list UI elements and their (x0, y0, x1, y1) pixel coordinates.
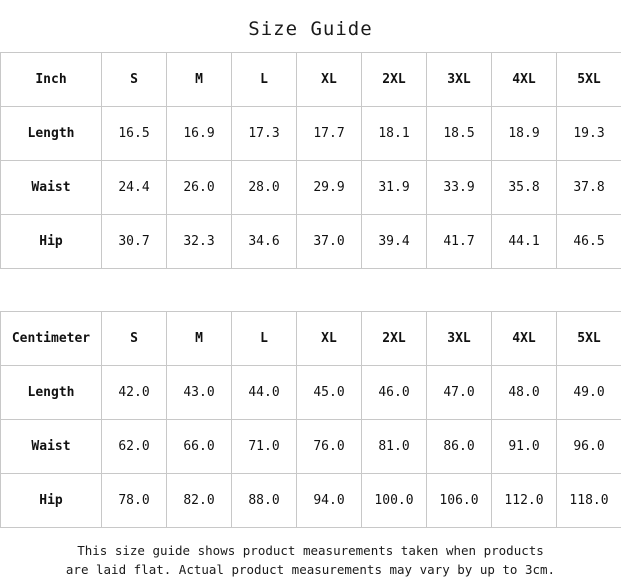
cell: 33.9 (427, 161, 492, 215)
table-row (1, 474, 621, 528)
column-header-5xl: 5XL (557, 53, 621, 107)
cell: 47.0 (427, 366, 492, 420)
column-header-s: S (102, 312, 167, 366)
column-header-3xl: 3XL (427, 53, 492, 107)
column-header-l: L (232, 312, 297, 366)
cell: 112.0 (492, 474, 557, 528)
row-label-length: Length (1, 107, 102, 161)
cell: 94.0 (297, 474, 362, 528)
cell: 18.9 (492, 107, 557, 161)
size-table-inch (0, 52, 621, 269)
footer-note-line-2: are laid flat. Actual product measurements may vary by up to 3cm. (65, 562, 556, 578)
table-row (1, 366, 621, 420)
cell: 19.3 (557, 107, 621, 161)
column-header-4xl: 4XL (492, 53, 557, 107)
cell: 30.7 (102, 215, 167, 269)
cell: 32.3 (167, 215, 232, 269)
column-header-4xl: 4XL (492, 312, 557, 366)
unit-header-inch: Inch (1, 53, 102, 107)
row-label-waist: Waist (1, 420, 102, 474)
column-header-s: S (102, 53, 167, 107)
table-header-row (1, 312, 621, 366)
cell: 91.0 (492, 420, 557, 474)
cell: 18.5 (427, 107, 492, 161)
table-row (1, 215, 621, 269)
column-header-xl: XL (297, 312, 362, 366)
unit-header-centimeter: Centimeter (1, 312, 102, 366)
cell: 42.0 (102, 366, 167, 420)
column-header-2xl: 2XL (362, 312, 427, 366)
cell: 48.0 (492, 366, 557, 420)
table-spacer (0, 269, 621, 311)
footer-note (0, 528, 621, 580)
column-header-3xl: 3XL (427, 312, 492, 366)
cell: 18.1 (362, 107, 427, 161)
column-header-2xl: 2XL (362, 53, 427, 107)
cell: 46.5 (557, 215, 621, 269)
cell: 24.4 (102, 161, 167, 215)
page-title: Size Guide (248, 18, 373, 40)
cell: 46.0 (362, 366, 427, 420)
cell: 16.9 (167, 107, 232, 161)
cell: 62.0 (102, 420, 167, 474)
cell: 76.0 (297, 420, 362, 474)
cell: 86.0 (427, 420, 492, 474)
cell: 118.0 (557, 474, 621, 528)
column-header-m: M (167, 312, 232, 366)
cell: 37.0 (297, 215, 362, 269)
column-header-5xl: 5XL (557, 312, 621, 366)
table-row (1, 161, 621, 215)
cell: 17.3 (232, 107, 297, 161)
cell: 96.0 (557, 420, 621, 474)
cell: 66.0 (167, 420, 232, 474)
cell: 100.0 (362, 474, 427, 528)
cell: 49.0 (557, 366, 621, 420)
column-header-xl: XL (297, 53, 362, 107)
cell: 81.0 (362, 420, 427, 474)
cell: 17.7 (297, 107, 362, 161)
cell: 16.5 (102, 107, 167, 161)
column-header-m: M (167, 53, 232, 107)
cell: 41.7 (427, 215, 492, 269)
cell: 43.0 (167, 366, 232, 420)
cell: 31.9 (362, 161, 427, 215)
row-label-hip: Hip (1, 474, 102, 528)
row-label-length: Length (1, 366, 102, 420)
footer-note-line-1: This size guide shows product measurements taken when products (77, 543, 544, 558)
row-label-waist: Waist (1, 161, 102, 215)
cell: 29.9 (297, 161, 362, 215)
row-label-hip: Hip (1, 215, 102, 269)
cell: 35.8 (492, 161, 557, 215)
cell: 44.1 (492, 215, 557, 269)
cell: 82.0 (167, 474, 232, 528)
cell: 26.0 (167, 161, 232, 215)
table-header-row (1, 53, 621, 107)
cell: 45.0 (297, 366, 362, 420)
cell: 106.0 (427, 474, 492, 528)
size-table-centimeter (0, 311, 621, 528)
cell: 28.0 (232, 161, 297, 215)
cell: 71.0 (232, 420, 297, 474)
cell: 78.0 (102, 474, 167, 528)
table-row (1, 420, 621, 474)
cell: 39.4 (362, 215, 427, 269)
cell: 44.0 (232, 366, 297, 420)
column-header-l: L (232, 53, 297, 107)
cell: 34.6 (232, 215, 297, 269)
table-row (1, 107, 621, 161)
cell: 37.8 (557, 161, 621, 215)
cell: 88.0 (232, 474, 297, 528)
